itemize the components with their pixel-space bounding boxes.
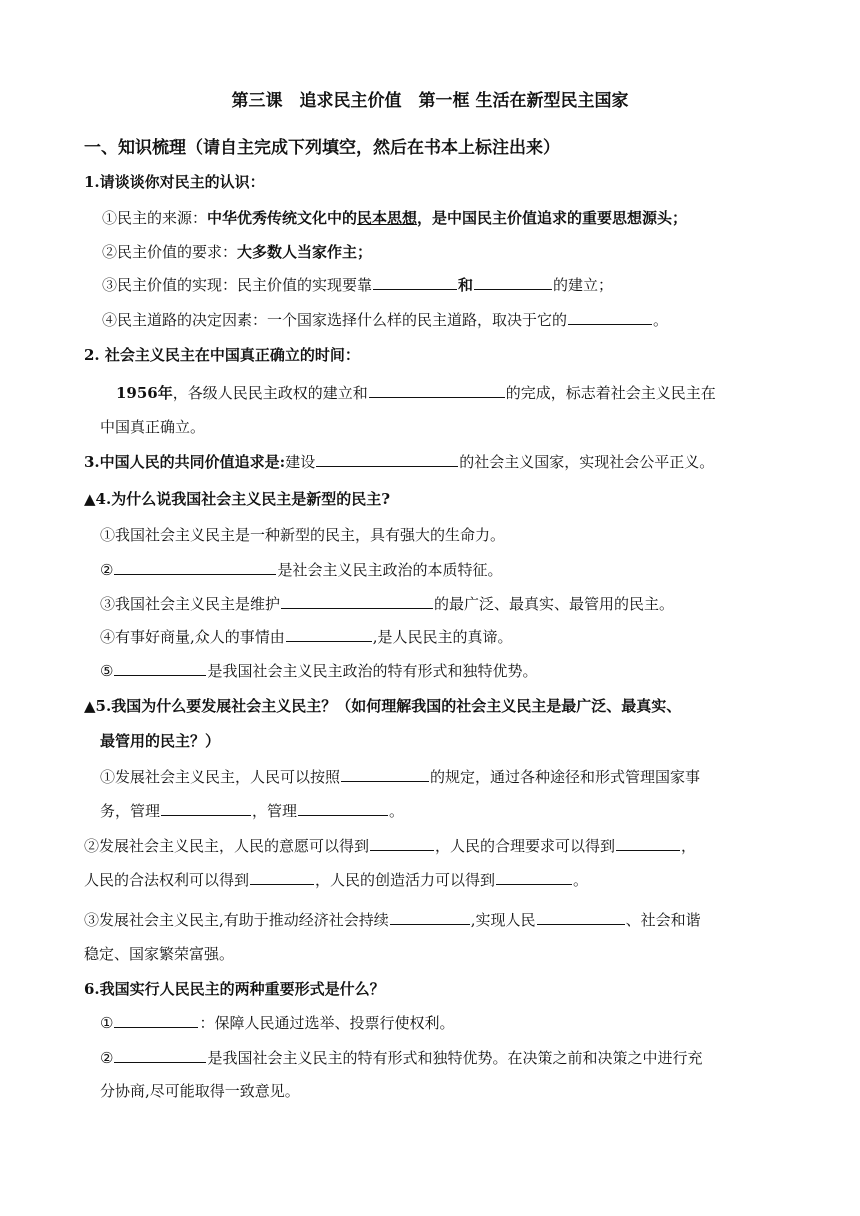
- q6-item-2-line-1: [100, 1047, 702, 1069]
- q6-item-2-text: 是我国社会主义民主的特有形式和独特优势。在决策之前和决策之中进行充: [207, 1049, 703, 1067]
- q6-item-2-line-2: 分协商,尽可能取得一致意见。: [100, 1082, 300, 1100]
- q5-item-1-text-b: 的规定，通过各种途径和形式管理国家事: [430, 768, 701, 786]
- q1-item-4-text: ④民主道路的决定因素：一个国家选择什么样的民主道路，取决于它的: [102, 311, 568, 329]
- blank-field[interactable]: [616, 835, 680, 851]
- q5-item-2-line-2: [84, 869, 588, 891]
- q5-heading-line-2: 最管用的民主？）: [100, 732, 221, 750]
- q5-heading-line-1: ▲5.我国为什么要发展社会主义民主？（如何理解我国的社会主义民主是最广泛、最真实、: [84, 697, 682, 715]
- q4-item-4-text-a: ④有事好商量,众人的事情由: [100, 628, 285, 646]
- q4-item-3: [100, 593, 674, 615]
- q4-item-4-text-b: ,是人民民主的真谛。: [372, 628, 513, 646]
- blank-field[interactable]: [474, 274, 552, 290]
- blank-field[interactable]: [298, 800, 388, 816]
- q5-item-2-text-e: ，人民的创造活力可以得到: [315, 871, 496, 889]
- q5-item-3-line-1: [84, 909, 701, 931]
- q5-item-1-text-d: ，管理: [252, 802, 298, 820]
- q5-item-2-text-a: ②发展社会主义民主，人民的意愿可以得到: [84, 837, 370, 855]
- q4-item-3-text-a: ③我国社会主义民主是维护: [100, 595, 281, 613]
- q5-item-2-text-c: ，: [681, 837, 697, 855]
- blank-field[interactable]: [370, 835, 434, 851]
- q1-item-1-underlined: 民本思想: [357, 209, 418, 227]
- q4-item-3-text-b: 的最广泛、最真实、最管用的民主。: [434, 595, 675, 613]
- q6-item-1-text: ：保障人民通过选举、投票行使权利。: [199, 1014, 455, 1032]
- blank-field[interactable]: [114, 1047, 206, 1063]
- q1-item-2-bold: 大多数人当家作主；: [237, 243, 373, 261]
- q5-item-2-text-d: 人民的合法权利可以得到: [84, 871, 250, 889]
- q4-item-2-label: ②: [100, 561, 114, 579]
- q1-item-3-tail: 的建立；: [553, 276, 614, 294]
- blank-field[interactable]: [390, 909, 470, 925]
- q5-item-3-text-b: ,实现人民: [470, 911, 536, 929]
- q2-year: 1956年: [116, 384, 173, 402]
- blank-field[interactable]: [341, 766, 429, 782]
- blank-field[interactable]: [373, 274, 457, 290]
- blank-field[interactable]: [114, 559, 276, 575]
- blank-field[interactable]: [286, 626, 372, 642]
- blank-field[interactable]: [114, 1012, 198, 1028]
- blank-field[interactable]: [281, 593, 433, 609]
- blank-field[interactable]: [496, 869, 572, 885]
- section-heading: 一、知识梳理（请自主完成下列填空，然后在书本上标注出来）: [84, 138, 560, 158]
- q1-item-1: [102, 207, 687, 229]
- page-title: 第三课 追求民主价值 第一框 生活在新型民主国家: [231, 91, 629, 111]
- q5-item-3-text-a: ③发展社会主义民主,有助于推动经济社会持续: [84, 911, 389, 929]
- q1-item-4: [102, 309, 668, 331]
- q1-item-3-text: ③民主价值的实现：民主价值的实现要靠: [102, 276, 373, 294]
- q3-heading: 3.中国人民的共同价值追求是:: [84, 453, 286, 471]
- q4-item-5: [100, 660, 537, 682]
- q4-item-2: [100, 559, 502, 581]
- q1-item-1-text-b: ，是中国民主价值追求的重要思想源头；: [417, 209, 688, 227]
- q1-item-3: [102, 274, 613, 296]
- blank-field[interactable]: [250, 869, 314, 885]
- blank-field[interactable]: [161, 800, 251, 816]
- q4-item-5-label: ⑤: [100, 662, 114, 680]
- q6-item-2-label: ②: [100, 1049, 114, 1067]
- q4-item-4: [100, 626, 513, 648]
- q1-item-3-and: 和: [458, 276, 474, 294]
- q5-item-2-line-1: [84, 835, 696, 857]
- q5-item-2-text-b: ，人民的合理要求可以得到: [435, 837, 616, 855]
- q4-item-5-text: 是我国社会主义民主政治的特有形式和独特优势。: [207, 662, 538, 680]
- q1-item-1-text-a: 中华优秀传统文化中的: [207, 209, 358, 227]
- q1-item-2-label: ②民主价值的要求：: [102, 243, 238, 261]
- blank-field[interactable]: [369, 382, 505, 398]
- q5-item-2-text-f: 。: [573, 871, 589, 889]
- q1-item-4-tail: 。: [653, 311, 669, 329]
- q4-item-2-text: 是社会主义民主政治的本质特征。: [277, 561, 503, 579]
- q5-item-1-text-e: 。: [389, 802, 405, 820]
- q5-item-1-text-c: 务，管理: [100, 802, 161, 820]
- q3-text-a: 建设: [285, 453, 316, 471]
- blank-field[interactable]: [316, 451, 458, 467]
- q5-item-3-line-2: 稳定、国家繁荣富强。: [84, 945, 235, 963]
- q2-text-b: 的完成，标志着社会主义民主在: [505, 384, 716, 402]
- q4-heading: ▲4.为什么说我国社会主义民主是新型的民主?: [84, 490, 390, 508]
- q6-item-1: [100, 1012, 454, 1034]
- q6-item-1-label: ①: [100, 1014, 114, 1032]
- q5-item-1-line-1: [100, 766, 700, 788]
- q4-item-1: ①我国社会主义民主是一种新型的民主，具有强大的生命力。: [100, 526, 506, 544]
- q1-item-2: [102, 241, 372, 263]
- blank-field[interactable]: [568, 309, 652, 325]
- q6-heading: 6.我国实行人民民主的两种重要形式是什么？: [84, 980, 385, 998]
- q5-item-1-text-a: ①发展社会主义民主，人民可以按照: [100, 768, 341, 786]
- q5-item-1-line-2: [100, 800, 404, 822]
- q2-heading: 2. 社会主义民主在中国真正确立的时间：: [84, 346, 360, 364]
- q2-line-2: 中国真正确立。: [100, 418, 206, 436]
- blank-field[interactable]: [114, 660, 206, 676]
- q1-item-1-label: ①民主的来源：: [102, 209, 208, 227]
- q5-item-3-text-c: 、社会和谐: [625, 911, 701, 929]
- q2-line-1: [116, 382, 716, 404]
- blank-field[interactable]: [537, 909, 625, 925]
- q1-heading: 1.请谈谈你对民主的认识：: [84, 173, 265, 191]
- q3-line: [84, 451, 714, 473]
- q2-text-a: ，各级人民民主政权的建立和: [172, 384, 368, 402]
- q3-text-b: 的社会主义国家，实现社会公平正义。: [459, 453, 715, 471]
